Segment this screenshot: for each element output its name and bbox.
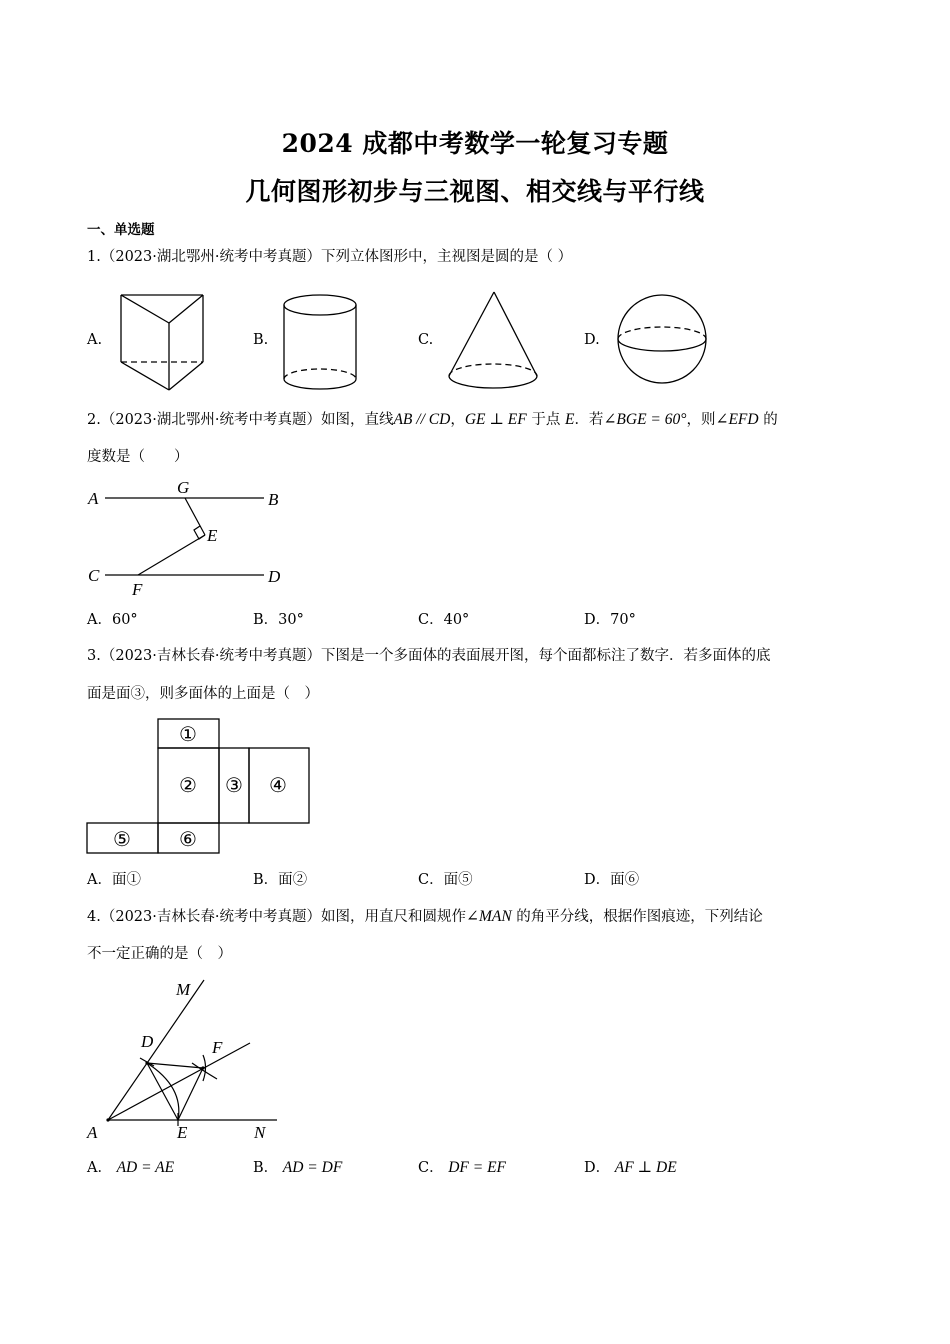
question-number: 3. — [87, 648, 101, 664]
face-5-label: ⑤ — [113, 829, 131, 851]
question-source: （2023·湖北鄂州·统考中考真题） — [100, 249, 321, 265]
question-number: 4. — [87, 909, 101, 925]
option-label: A． — [87, 872, 112, 888]
question-4 — [87, 907, 763, 927]
triangular-prism-figure — [118, 292, 208, 392]
question-source: （2023·吉林长春·统考中考真题） — [100, 909, 321, 925]
question-number: 2. — [87, 412, 101, 428]
question-text: ，则 — [686, 412, 716, 428]
face-6-label: ⑥ — [179, 829, 197, 851]
option-content: AF ⊥ DE — [614, 1159, 677, 1176]
option-content: 60° — [111, 612, 138, 628]
q2-option-d — [584, 610, 636, 630]
question-text: 于点 — [531, 412, 561, 428]
question-1 — [87, 247, 572, 267]
option-content: DF = EF — [448, 1159, 507, 1176]
parallel-lines-figure — [86, 478, 296, 600]
math-expression: ∠MAN — [465, 908, 512, 925]
math-expression: ∠EFD — [715, 411, 759, 428]
question-text: ．若 — [574, 412, 604, 428]
sphere-figure — [617, 293, 709, 387]
option-label: A． — [87, 612, 112, 628]
q4-option-a — [87, 1158, 174, 1178]
q4-option-b — [253, 1158, 342, 1178]
question-3 — [87, 646, 770, 666]
q1-option-a-label: A. — [87, 332, 103, 348]
cylinder-figure — [283, 293, 359, 393]
section-heading: 一、单选题 — [87, 222, 155, 238]
point-label-a: A — [88, 489, 99, 508]
question-number: 1. — [87, 249, 101, 265]
document-title: 2024 成都中考数学一轮复习专题 — [281, 129, 669, 158]
face-3-label: ③ — [225, 775, 243, 797]
q1-option-d-label: D. — [584, 332, 600, 348]
q4-option-d — [584, 1158, 677, 1178]
angle-bisector-figure — [84, 975, 284, 1147]
point-label-c: C — [88, 566, 100, 585]
question-text: 的角平分线，根据作图痕迹，下列结论 — [516, 909, 763, 925]
option-content: 面① — [111, 872, 141, 888]
option-label: C． — [418, 612, 444, 628]
point-label-d: D — [141, 1032, 154, 1051]
option-content: AD = AE — [116, 1159, 175, 1176]
point-label-g: G — [177, 478, 190, 497]
question-text: 如图，用直尺和圆规作 — [320, 909, 466, 925]
option-content: AD = DF — [282, 1159, 343, 1176]
question-source: （2023·湖北鄂州·统考中考真题） — [100, 412, 321, 428]
face-2-label: ② — [179, 775, 197, 797]
point-label-m: M — [176, 980, 191, 999]
option-label: D． — [584, 872, 611, 888]
point-label-d: D — [268, 567, 281, 586]
question-text: ， — [450, 412, 465, 428]
option-label: B． — [253, 612, 279, 628]
question-4-line2: 不一定正确的是（ ） — [87, 946, 232, 962]
option-content: 70° — [610, 612, 636, 628]
polyhedron-net-figure — [86, 718, 316, 858]
point-label-f: F — [212, 1038, 223, 1057]
question-text: 下列立体图形中，主视图是圆的是（ ） — [320, 249, 573, 265]
option-content: 面⑤ — [443, 872, 473, 888]
option-label: C． — [418, 1160, 444, 1176]
q2-option-b — [253, 610, 304, 630]
point-label-f: F — [132, 580, 143, 599]
document-subtitle: 几何图形初步与三视图、相交线与平行线 — [245, 177, 705, 206]
math-expression: ∠BGE = 60° — [603, 411, 687, 428]
option-content: 30° — [278, 612, 304, 628]
cone-figure — [447, 290, 541, 394]
q3-option-c — [418, 870, 473, 890]
q1-option-b-label: B. — [253, 332, 269, 348]
question-3-line2: 面是面③，则多面体的上面是（ ） — [87, 686, 319, 702]
q4-option-c — [418, 1158, 506, 1178]
q3-option-b — [253, 870, 307, 890]
question-source: （2023·吉林长春·统考中考真题） — [100, 648, 321, 664]
q3-option-d — [584, 870, 639, 890]
point-label-e: E — [207, 526, 218, 545]
question-text: 下图是一个多面体的表面展开图，每个面都标注了数字．若多面体的底 — [320, 648, 771, 664]
q1-option-c-label: C. — [418, 332, 434, 348]
question-text: 的 — [763, 412, 778, 428]
question-2-line2: 度数是（ ） — [87, 449, 189, 465]
option-label: B． — [253, 872, 279, 888]
math-expression: E — [564, 411, 575, 428]
math-expression: AB // CD — [393, 411, 451, 428]
option-label: D． — [584, 1160, 611, 1176]
q3-option-a — [87, 870, 141, 890]
option-label: B． — [253, 1160, 279, 1176]
point-label-b: B — [268, 490, 279, 509]
point-label-n: N — [254, 1123, 266, 1142]
option-label: C． — [418, 872, 444, 888]
q2-option-a — [87, 610, 138, 630]
option-content: 40° — [443, 612, 470, 628]
option-label: D． — [584, 612, 611, 628]
math-expression: GE ⊥ EF — [464, 411, 527, 428]
option-content: 面② — [278, 872, 308, 888]
option-content: 面⑥ — [610, 872, 640, 888]
point-label-a: A — [87, 1123, 98, 1142]
q2-option-c — [418, 610, 469, 630]
option-label: A． — [87, 1160, 112, 1176]
question-2 — [87, 410, 778, 430]
question-text: 如图，直线 — [320, 412, 394, 428]
point-label-e: E — [177, 1123, 188, 1142]
face-4-label: ④ — [269, 775, 287, 797]
face-1-label: ① — [179, 724, 197, 746]
